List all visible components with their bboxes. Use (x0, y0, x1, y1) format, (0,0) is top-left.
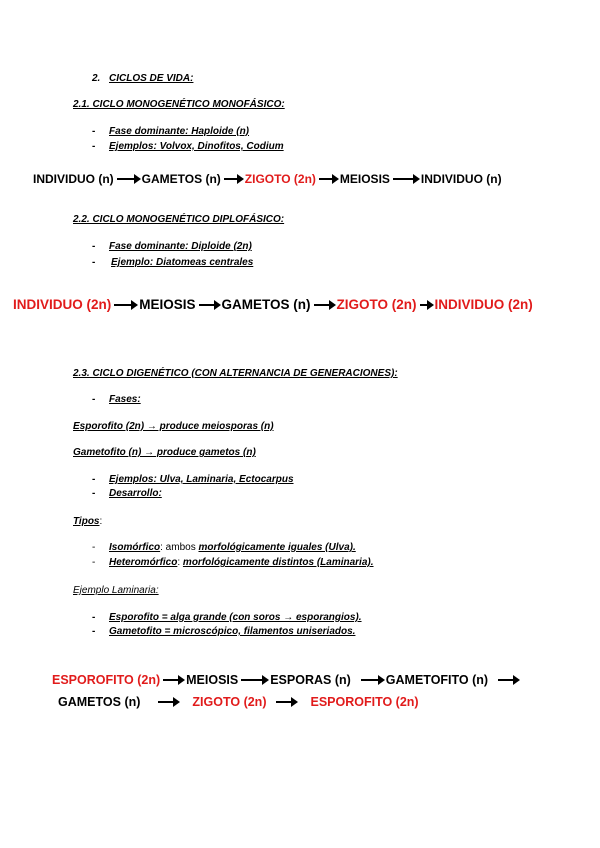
flow-node-individuo-2n: INDIVIDUO (2n) (13, 297, 112, 312)
flow-node-gametos-n: GAMETOS (n) (141, 172, 221, 186)
s23-ejemplos-bullet: Ejemplos: Ulva, Laminaria, Ectocarpus (109, 474, 294, 485)
tipos-label: Tipos (73, 516, 100, 527)
heading-title: CICLOS DE VIDA: (109, 73, 194, 84)
flow-node-gametos-n: GAMETOS (n) (58, 695, 141, 709)
tipo-separator: : (177, 557, 183, 568)
arrow-icon (498, 679, 518, 681)
bullet-dash: - (92, 542, 96, 553)
bullet-dash: - (92, 612, 96, 623)
tipo-term: Isomórfico (109, 542, 161, 553)
flow-node-individuo-n: INDIVIDUO (n) (33, 172, 114, 186)
s21-flow-diagram (33, 172, 502, 186)
heading-number: 2. (92, 73, 101, 84)
s23-flow-line-1 (52, 673, 521, 687)
bullet-dash: - (92, 126, 96, 137)
arrow-icon (117, 178, 139, 180)
tipo-separator: : ambos (160, 542, 199, 553)
bullet-dash: - (92, 241, 96, 252)
s23-flow-line-2 (58, 695, 419, 709)
section-2-1-title: 2.1. CICLO MONOGENÉTICO MONOFÁSICO: (73, 99, 285, 110)
bullet-dash: - (92, 488, 96, 499)
arrow-icon (319, 178, 337, 180)
arrow-icon (361, 679, 383, 681)
section-2-2-title: 2.2. CICLO MONOGENÉTICO DIPLOFÁSICO: (73, 214, 285, 225)
tipos-colon: : (99, 516, 103, 527)
flow-node-meiosis: MEIOSIS (186, 673, 239, 687)
ejemplo-laminaria-label: Ejemplo Laminaria: (73, 585, 159, 596)
arrow-icon (199, 304, 219, 306)
arrow-icon (241, 679, 267, 681)
laminaria-bullet-2: Gametofito = microscópico, filamentos uniseriados. (109, 626, 356, 637)
s21-bullet-1: Fase dominante: Haploide (n) (109, 126, 250, 137)
bullet-dash: - (92, 141, 96, 152)
tipo-description: morfológicamente distintos (Laminaria). (182, 557, 374, 568)
esporofito-line: Esporofito (2n) → produce meiosporas (n) (73, 421, 274, 432)
flow-node-meiosis: MEIOSIS (339, 172, 390, 186)
arrow-icon (276, 701, 296, 703)
gametofito-line: Gametofito (n) → produce gametos (n) (73, 447, 256, 458)
flow-node-zigoto-2n: ZIGOTO (2n) (244, 172, 316, 186)
s23-desarrollo-bullet: Desarrollo: (109, 488, 162, 499)
bullet-dash: - (92, 394, 96, 405)
s21-bullet-2: Ejemplos: Volvox, Dinofitos, Codium (109, 141, 284, 152)
flow-node-zigoto-2n: ZIGOTO (2n) (192, 695, 267, 709)
flow-node-esporofito-2n: ESPOROFITO (2n) (52, 673, 161, 687)
flow-node-esporofito-2n-end: ESPOROFITO (2n) (310, 695, 419, 709)
s22-bullet-1: Fase dominante: Diploide (2n) (109, 241, 252, 252)
bullet-dash: - (92, 474, 96, 485)
arrow-icon (393, 178, 418, 180)
flow-node-zigoto-2n: ZIGOTO (2n) (336, 297, 417, 312)
s23-fases-bullet: Fases: (109, 394, 141, 405)
flow-node-gametofito-n: GAMETOFITO (n) (385, 673, 489, 687)
tipo-term: Heteromórfico (109, 557, 178, 568)
arrow-icon (163, 679, 183, 681)
arrow-icon (158, 701, 178, 703)
arrow-icon (314, 304, 334, 306)
tipo-description: morfológicamente iguales (Ulva). (198, 542, 356, 553)
bullet-dash: - (92, 257, 96, 268)
bullet-dash: - (92, 626, 96, 637)
section-2-3-title: 2.3. CICLO DIGENÉTICO (CON ALTERNANCIA DE GENERACIONES): (73, 368, 398, 379)
arrow-icon (114, 304, 136, 306)
flow-node-esporas-n: ESPORAS (n) (270, 673, 351, 687)
s22-bullet-2: Ejemplo: Diatomeas centrales (111, 257, 254, 268)
tipo-heteromorfico (109, 557, 374, 569)
flow-node-gametos-n: GAMETOS (n) (221, 297, 311, 312)
flow-node-individuo-n-end: INDIVIDUO (n) (420, 172, 502, 186)
flow-node-individuo-2n-end: INDIVIDUO (2n) (434, 297, 533, 312)
flow-node-meiosis: MEIOSIS (139, 297, 196, 312)
tipos-label-line (73, 516, 102, 528)
tipo-isomorfico (109, 542, 356, 554)
laminaria-bullet-1: Esporofito = alga grande (con soros → esporangios). (109, 612, 362, 623)
arrow-icon (224, 178, 242, 180)
bullet-dash: - (92, 557, 96, 568)
arrow-icon (420, 304, 432, 306)
s22-flow-diagram (13, 297, 533, 312)
